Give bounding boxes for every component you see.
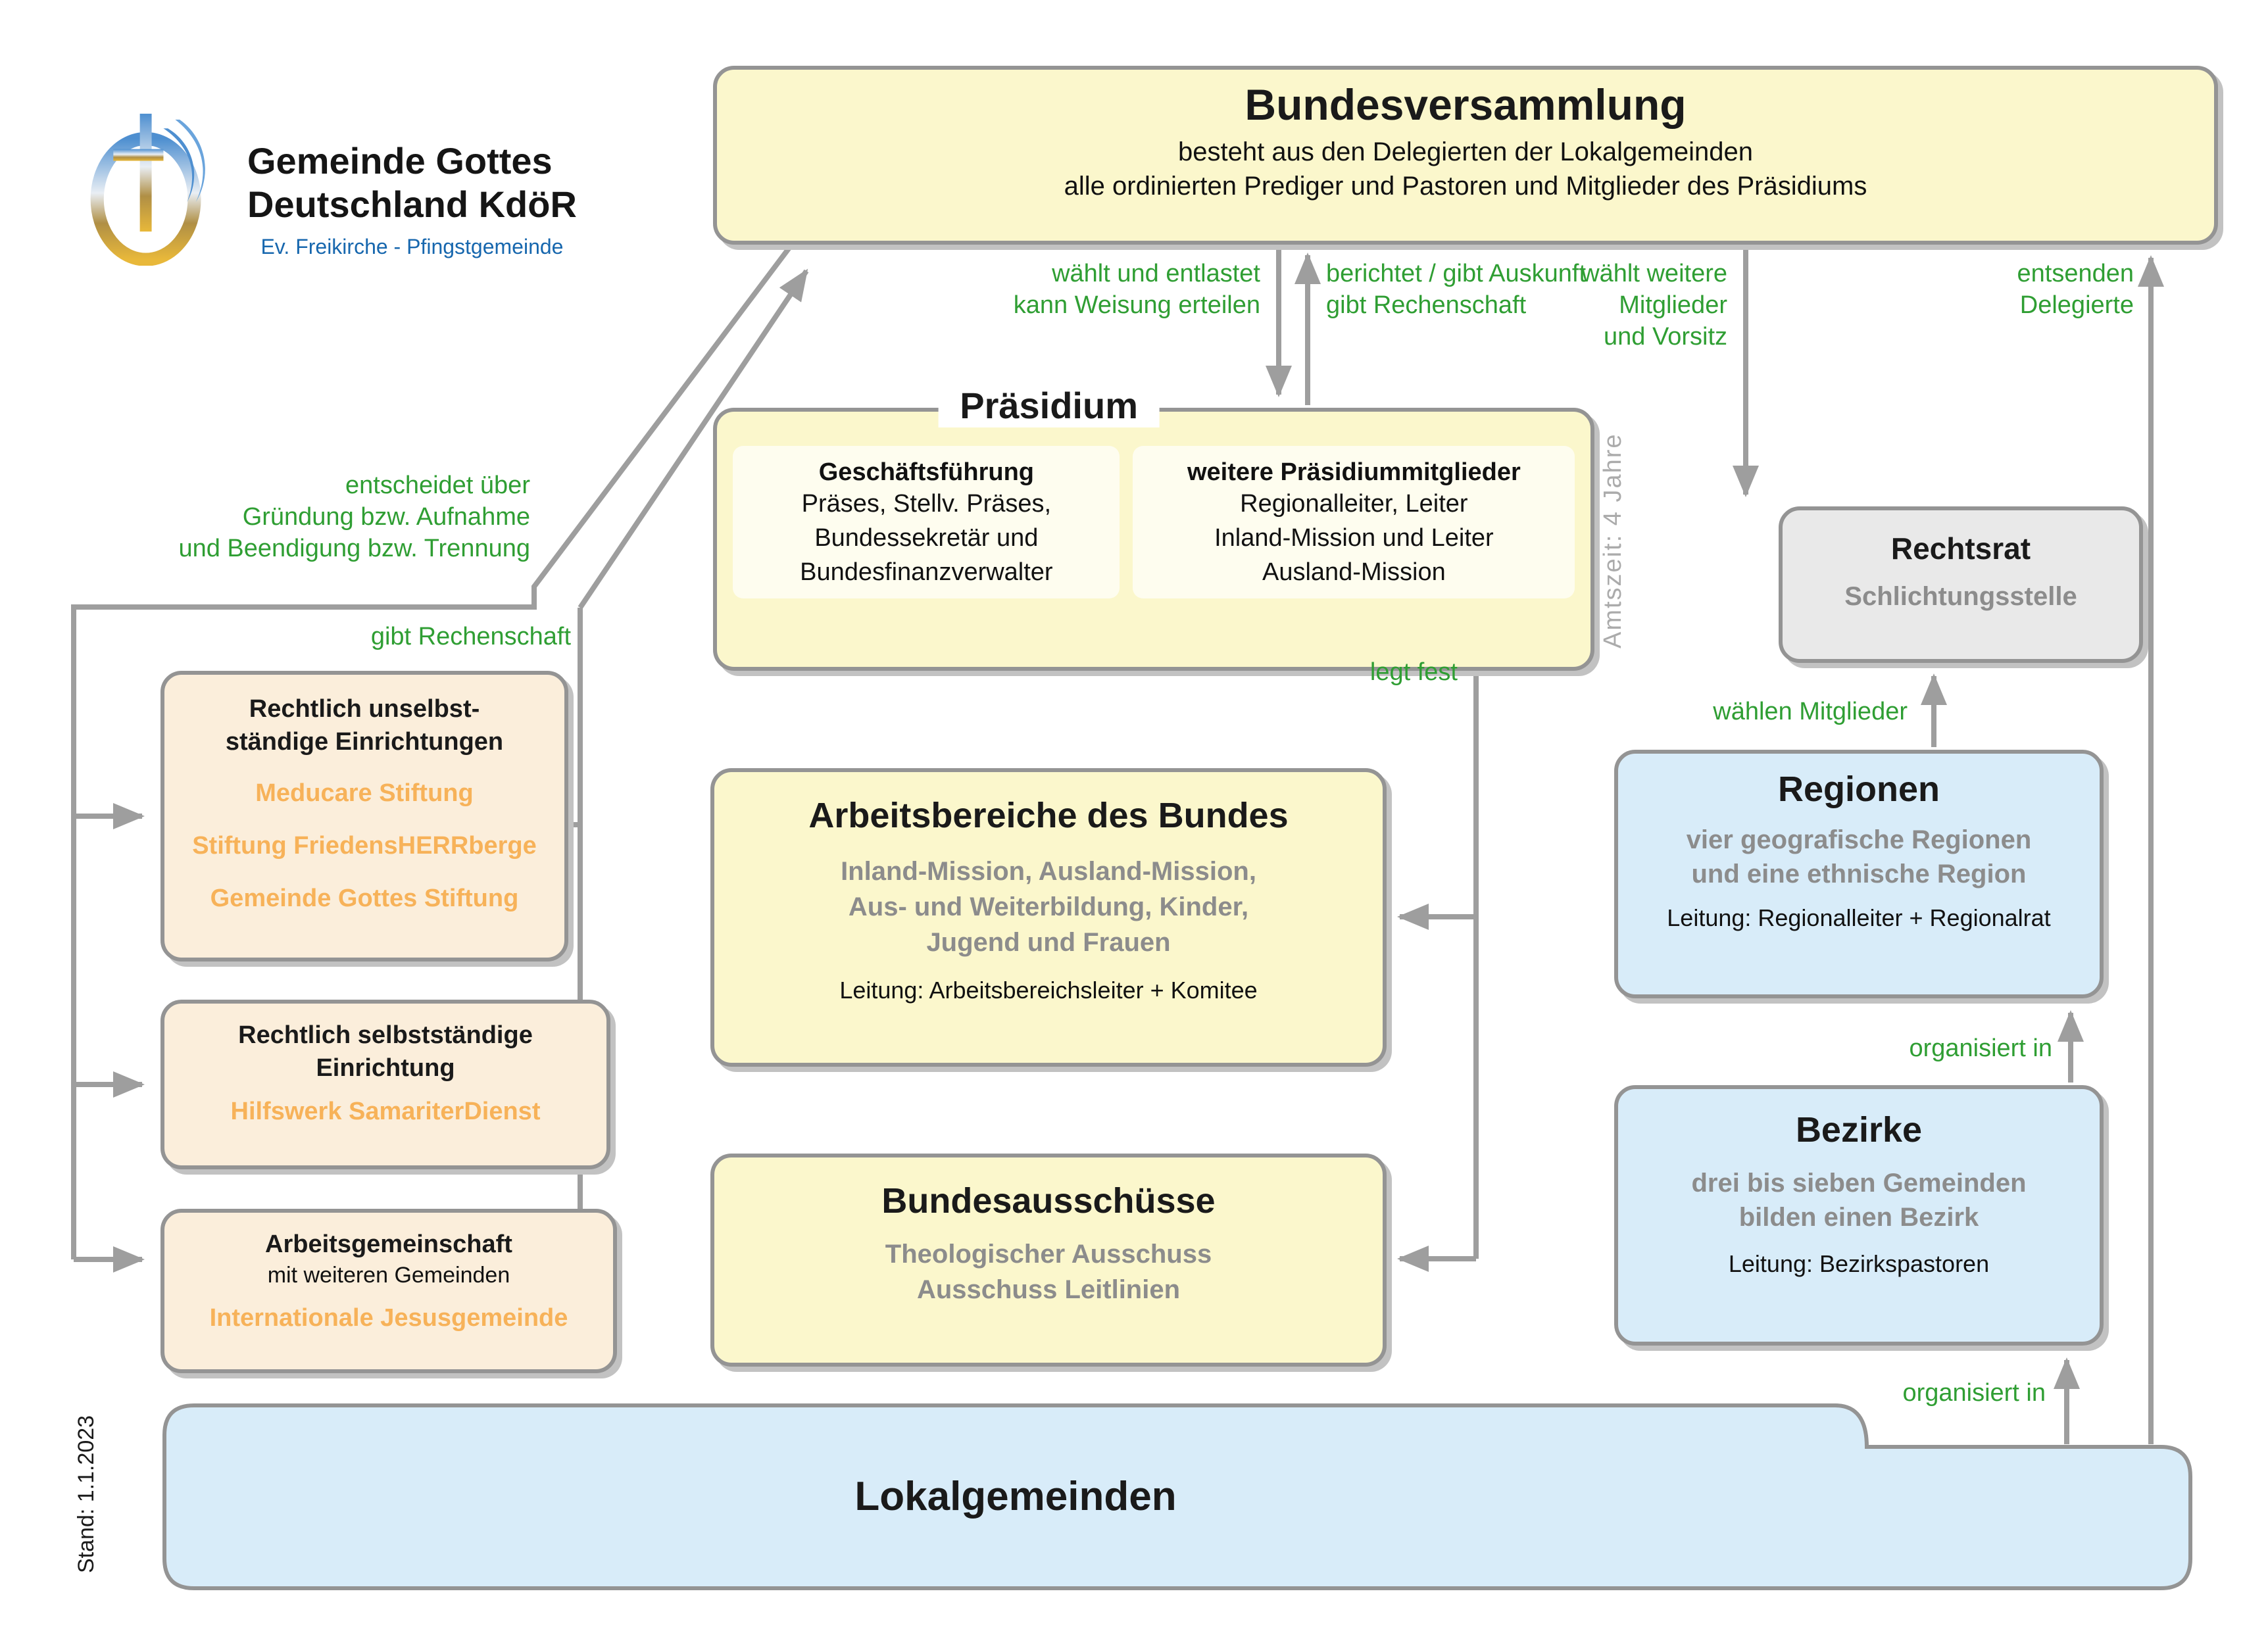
logo [87,110,577,266]
geschaeftsfuehrung-line2: Bundessekretär und [814,525,1039,552]
edge-label-line: Gründung bzw. Aufnahme [242,504,530,531]
node-unselbststaendige-einrichtungen [160,671,568,962]
geschaeftsfuehrung-line3: Bundesfinanzverwalter [800,559,1053,587]
arbeitsbereiche-line2: Aus- und Weiterbildung, Kinder, [848,893,1249,922]
list-item: Stiftung FriedensHERRberge [192,833,537,860]
node-bundesversammlung [713,66,2218,245]
edge-label-line: wählt weitere [1581,260,1727,288]
logo-title-line2: Deutschland KdöR [247,184,577,225]
regionen-line1: vier geografische Regionen [1686,826,2032,855]
rechtsrat-title: Rechtsrat [1890,531,2031,566]
lokalgemeinden-title: Lokalgemeinden [854,1473,1177,1519]
stand-note: Stand: 1.1.2023 [74,1414,99,1573]
node-lokalgemeinden [164,1405,1867,1589]
selbststaendige-title-line2: Einrichtung [316,1055,455,1083]
arbeitsbereiche-leitung: Leitung: Arbeitsbereichsleiter + Komitee [839,977,1258,1004]
edge-label-line: entscheidet über [345,472,530,500]
node-bundesausschuesse [710,1154,1387,1367]
list-item: Gemeinde Gottes Stiftung [210,885,519,913]
edge-label-organisiert-in-oben: organisiert in [1909,1035,2052,1063]
regionen-leitung: Leitung: Regionalleiter + Regionalrat [1667,905,2051,931]
node-arbeitsbereiche [710,768,1387,1067]
arbeitsgemeinschaft-subtitle: mit weiteren Gemeinden [267,1263,510,1288]
subnode-geschaeftsfuehrung [733,446,1120,598]
edge-label-waehlt-entlastet [947,259,1260,322]
node-selbststaendige-einrichtung [160,1000,610,1169]
bundesversammlung-line2: alle ordinierten Prediger und Pastoren und Mitglieder des Präsidiums [1064,172,1867,201]
bundesversammlung-title: Bundesversammlung [1245,80,1687,129]
geschaeftsfuehrung-line1: Präses, Stellv. Präses, [801,491,1052,518]
bezirke-title: Bezirke [1795,1110,1923,1150]
bezirke-line1: drei bis sieben Gemeinden [1691,1169,2027,1198]
rechtsrat-subtitle: Schlichtungsstelle [1844,583,2077,612]
edge-label-gibt-rechenschaft: gibt Rechenschaft [370,623,571,651]
edge-label-waehlt-weitere [1414,259,1727,354]
weitere-line3: Ausland-Mission [1262,559,1446,587]
list-item: Hilfswerk SamariterDienst [230,1098,541,1126]
edge-label-line: und Beendigung bzw. Trennung [178,535,530,563]
weitere-title: weitere Präsidiummitglieder [1187,459,1521,487]
edge-label-entsenden [1875,259,2134,322]
edge-label-line: entsenden [2017,260,2134,288]
bezirke-line2: bilden einen Bezirk [1738,1204,1979,1232]
selbststaendige-title-line1: Rechtlich selbstständige [238,1022,533,1050]
node-bezirke [1614,1085,2104,1346]
edge-label-entscheidet [109,471,530,566]
arbeitsbereiche-title: Arbeitsbereiche des Bundes [808,796,1289,835]
praesidium-title: Präsidium [939,385,1159,427]
bezirke-leitung: Leitung: Bezirkspastoren [1728,1251,1990,1277]
regionen-title: Regionen [1777,769,1940,809]
praesidium-subboxes [733,446,1575,598]
geschaeftsfuehrung-title: Geschäftsführung [818,459,1034,487]
edge-label-organisiert-in-unten: organisiert in [1902,1380,2046,1407]
regionen-line2: und eine ethnische Region [1691,860,2027,889]
edge-label-line: Delegierte [2019,292,2134,320]
edge-label-legt-fest: legt fest [1369,659,1458,687]
unselbststaendige-title-line1: Rechtlich unselbst- [249,696,480,723]
edge-label-line: berichtet / gibt Auskunft [1326,260,1587,288]
edge-label-line: und Vorsitz [1604,324,1727,351]
node-praesidium [713,385,1594,671]
edge-label-line: Mitglieder [1619,292,1727,320]
list-item: Meducare Stiftung [255,780,474,808]
list-item: Internationale Jesusgemeinde [209,1305,568,1332]
logo-cross-flame-icon [87,110,234,266]
edge-label-line: kann Weisung erteilen [1013,292,1260,320]
node-regionen [1614,750,2104,998]
arbeitsbereiche-line1: Inland-Mission, Ausland-Mission, [841,858,1256,887]
edge-label-line: gibt Rechenschaft [1326,292,1527,320]
arbeitsbereiche-line3: Jugend und Frauen [926,929,1171,958]
node-arbeitsgemeinschaft [160,1209,617,1373]
weitere-line2: Inland-Mission und Leiter [1214,525,1494,552]
edge-label-waehlen-mitglieder: wählen Mitglieder [1713,698,1908,726]
node-rechtsrat [1779,506,2143,663]
weitere-line1: Regionalleiter, Leiter [1240,491,1468,518]
bundesausschuesse-line2: Ausschuss Leitlinien [916,1276,1181,1305]
logo-title-line1: Gemeinde Gottes [247,141,553,182]
edge-label-line: wählt und entlastet [1052,260,1260,288]
unselbststaendige-title-line2: ständige Einrichtungen [225,729,504,756]
subnode-weitere-mitglieder [1133,446,1575,598]
logo-text [247,139,577,260]
logo-subtitle: Ev. Freikirche - Pfingstgemeinde [260,237,564,259]
praesidium-amtszeit-note: Amtszeit: 4 Jahre [1600,433,1627,648]
arbeitsgemeinschaft-title: Arbeitsgemeinschaft [265,1231,512,1259]
bundesausschuesse-line1: Theologischer Ausschuss [885,1240,1212,1269]
bundesversammlung-line1: besteht aus den Delegierten der Lokalgemeinden [1178,138,1753,167]
bundesausschuesse-title: Bundesausschüsse [881,1181,1216,1221]
